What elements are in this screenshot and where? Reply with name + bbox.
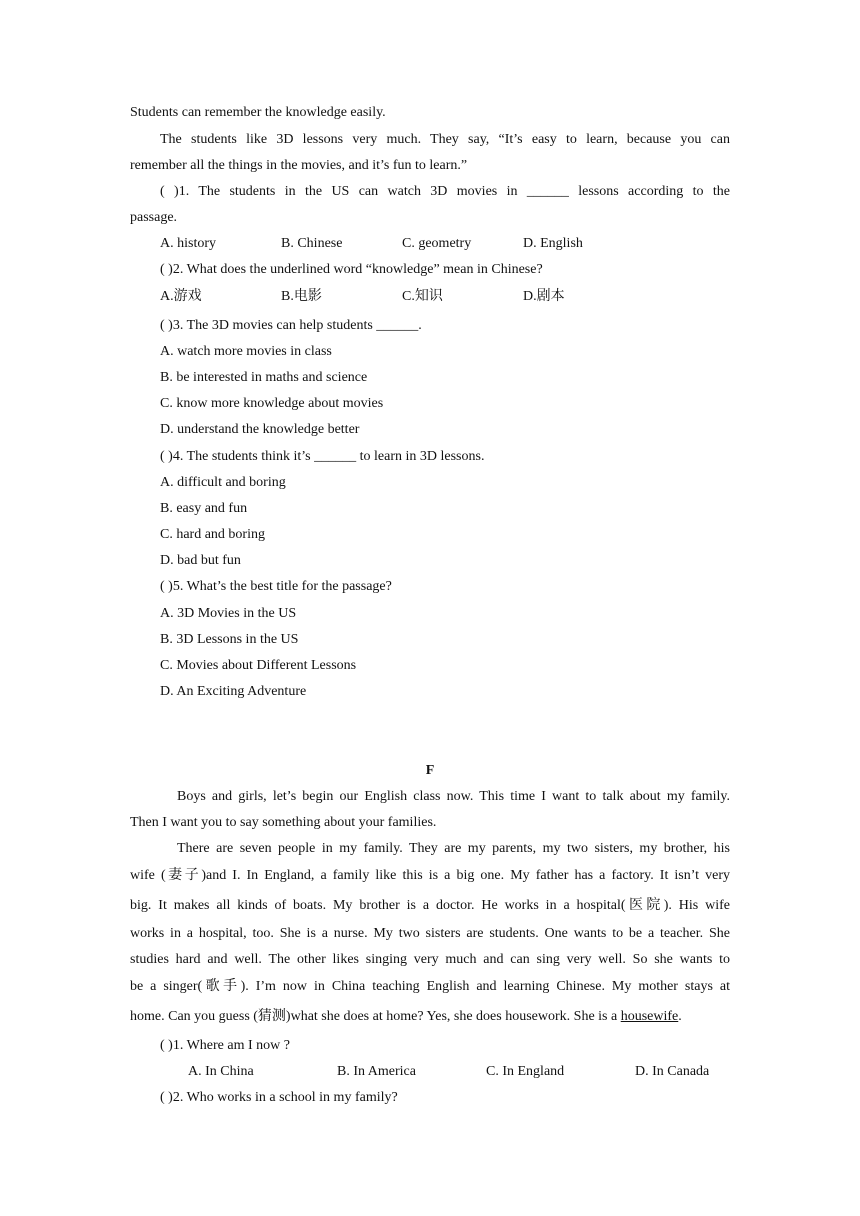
question-stem: ( )1. The students in the US can watch 3D movies in ______ lessons according to the [160, 184, 730, 199]
passage-text: home. Can you guess (猜测)what she does at home? Yes, she does housework. She is a [130, 1009, 621, 1024]
option-row [160, 288, 730, 306]
option: D. In Canada [635, 1064, 710, 1079]
option-row [160, 235, 730, 253]
option: A. 3D Movies in the US [160, 606, 297, 621]
question-stem: ( )4. The students think it’s ______ to learn in 3D lessons. [160, 449, 485, 464]
option: C. know more knowledge about movies [160, 396, 384, 411]
option: A. difficult and boring [160, 475, 286, 490]
question-stem: passage. [130, 210, 178, 225]
option: C. In England [486, 1064, 565, 1079]
passage-line: Then I want you to say something about your families. [130, 815, 437, 830]
section-heading: F [425, 763, 435, 778]
passage-line: The students like 3D lessons very much. They say, “It’s easy to learn, because you can [160, 132, 730, 147]
passage-line: big. It makes all kinds of boats. My brother is a doctor. He works in a hospital(医院). His wife [130, 898, 730, 913]
passage-line [130, 1008, 730, 1026]
passage-line: Boys and girls, let’s begin our English class now. This time I want to talk about my family. [177, 789, 730, 804]
passage-line: works in a hospital, too. She is a nurse. My two sisters are students. One wants to be a teacher. She [130, 926, 730, 941]
option: A. history [160, 236, 216, 251]
option: D. bad but fun [160, 553, 241, 568]
option: A. In China [188, 1064, 254, 1079]
passage-line: be a singer(歌手). I’m now in China teaching English and learning Chinese. My mother stays at [130, 979, 730, 994]
option: B. In America [337, 1064, 416, 1079]
option: C. hard and boring [160, 527, 265, 542]
option: C. Movies about Different Lessons [160, 658, 357, 673]
option: B.电影 [281, 289, 322, 304]
passage-line: Students can remember the knowledge easily. [130, 105, 386, 120]
option: D. understand the knowledge better [160, 422, 360, 437]
passage-line: wife (妻子)and I. In England, a family like this is a big one. My father has a factory. It isn’t very [130, 868, 730, 883]
question-stem: ( )5. What’s the best title for the passage? [160, 579, 392, 594]
option: B. be interested in maths and science [160, 370, 368, 385]
option: A. watch more movies in class [160, 344, 332, 359]
option: D. English [523, 236, 583, 251]
option: D. An Exciting Adventure [160, 684, 307, 699]
question-stem: ( )1. Where am I now ? [160, 1038, 290, 1053]
question-stem: ( )2. What does the underlined word “knowledge” mean in Chinese? [160, 262, 543, 277]
option: B. easy and fun [160, 501, 248, 516]
passage-line: studies hard and well. The other likes singing very much and can sing very well. So she wants to [130, 952, 730, 967]
passage-line: remember all the things in the movies, and it’s fun to learn.” [130, 158, 468, 173]
option: B. Chinese [281, 236, 343, 251]
passage-text: . [678, 1009, 682, 1024]
option: C. geometry [402, 236, 472, 251]
question-stem: ( )2. Who works in a school in my family? [160, 1090, 398, 1105]
question-stem: ( )3. The 3D movies can help students ______. [160, 318, 422, 333]
option-row [188, 1063, 788, 1081]
passage-line: There are seven people in my family. They are my parents, my two sisters, my brother, his [177, 841, 730, 856]
option: A.游戏 [160, 289, 202, 304]
option: D.剧本 [523, 289, 565, 304]
option: B. 3D Lessons in the US [160, 632, 299, 647]
option: C.知识 [402, 289, 443, 304]
underlined-word: housewife [620, 1009, 679, 1024]
